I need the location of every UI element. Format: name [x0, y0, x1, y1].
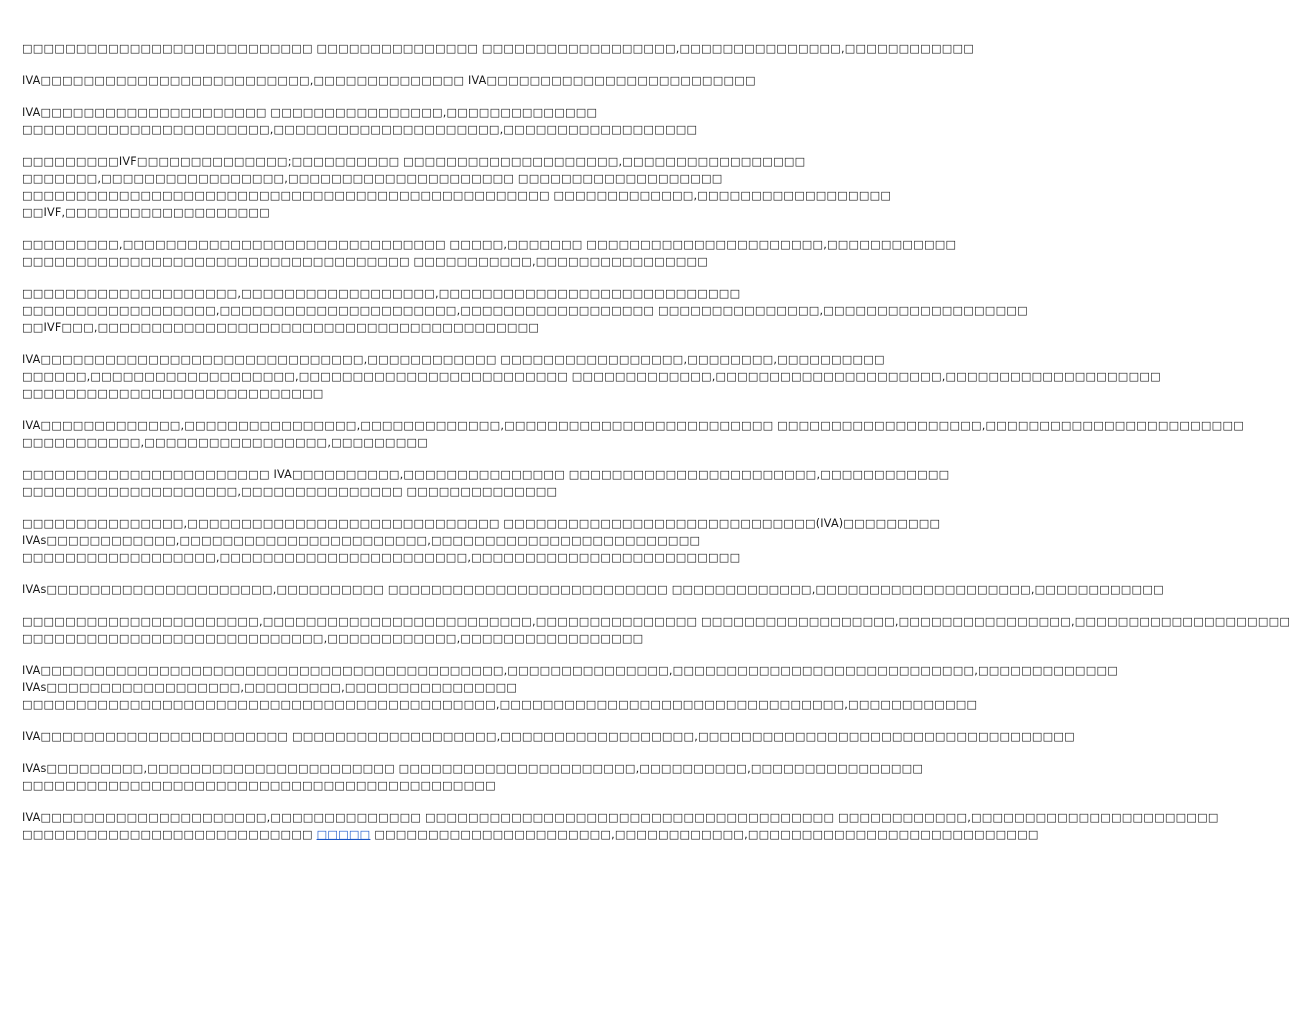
- paragraph: [22, 417, 1244, 451]
- text-line: □□□□□□□□□□□□□□□□□□□□□□□□□□□ □□□□□□□□□□□□□□□ □□□□□□□□□□□□□□□□□□,□□□□□□□□□□□□□□□,□□□□□□□□□□□□: [22, 42, 975, 55]
- text-line: □□□□□□□□□□□□□□□□□□□□□□□,□□□□□□□□□□□□□□□□□□□□□,□□□□□□□□□□□□□□□□□□: [22, 123, 698, 136]
- text-line: □□□□□□□□□□□□□□□□□□□□□□□□□□□□□□□□□□□□ □□□□□□□□□□□,□□□□□□□□□□□□□□□□: [22, 255, 709, 268]
- paragraph: [22, 104, 702, 138]
- text-line: IVA□□□□□□□□□□□□□□□□□□□□□□□□□,□□□□□□□□□□□□□□ IVA□□□□□□□□□□□□□□□□□□□□□□□□□: [22, 74, 756, 87]
- text-line: □□□□□□□□□,□□□□□□□□□□□□□□□□□□□□□□□□□□□□□□ □□□□□,□□□□□□□ □□□□□□□□□□□□□□□□□□□□□□,□□□□□□□□□□□□: [22, 238, 957, 251]
- paragraph: [22, 285, 1028, 336]
- paragraph: [22, 662, 1119, 713]
- paragraph: [22, 613, 1290, 647]
- text-line: □□IVF□□□,□□□□□□□□□□□□□□□□□□□□□□□□□□□□□□□□□□□□□□□□□: [22, 321, 540, 334]
- text-line: IVAs□□□□□□□□□□□□,□□□□□□□□□□□□□□□□□□□□□□□,□□□□□□□□□□□□□□□□□□□□□□□□□: [22, 534, 701, 547]
- text-line: □□□□□□□□□□□□□□□□□□□□□□□□□□□□□□□□□□□□□□□□□□□□: [22, 779, 496, 792]
- text-line: □□□□□□□□□□□□□□□□□□□□□□□□□□□□□□□□□□□□□□□□□□□□,□□□□□□□□□□□□□□□□□□□□□□□□□□□□□□□□,□□□□□□□□□□□□: [22, 698, 978, 711]
- inline-link[interactable]: □□□□□: [316, 828, 371, 841]
- text-line: □□□□□□□□□□□□□□□□□□□□,□□□□□□□□□□□□□□□□□□,□□□□□□□□□□□□□□□□□□□□□□□□□□□□: [22, 287, 741, 300]
- text-line: □□□□□□□□□□□□□□□□□□□□□□□□□□□□□□□□□□□□□□□□□□□□□□□□□ □□□□□□□□□□□□□,□□□□□□□□□□□□□□□□□□: [22, 189, 892, 202]
- text-line: □□□□□□□□□IVF□□□□□□□□□□□□□□;□□□□□□□□□□ □□□□□□□□□□□□□□□□□□□□,□□□□□□□□□□□□□□□□□: [22, 155, 806, 168]
- document-body: [22, 40, 1290, 858]
- text-line: IVAs□□□□□□□□□□□□□□□□□□,□□□□□□□□□,□□□□□□□□□□□□□□□□: [22, 681, 518, 694]
- paragraph: [22, 351, 1161, 402]
- paragraph: [22, 809, 1219, 843]
- text-line: [22, 826, 1039, 843]
- text-line: □□□□□□□□□□□□□□□,□□□□□□□□□□□□□□□□□□□□□□□□□□□□□ □□□□□□□□□□□□□□□□□□□□□□□□□□□□□(IVA)□□□□□□□□□: [22, 517, 941, 530]
- paragraph: [22, 760, 924, 794]
- paragraph: [22, 72, 756, 89]
- text-segment: □□□□□□□□□□□□□□□□□□□□□□□□□□□: [22, 828, 313, 841]
- text-line: □□□□□□□□□□□□□□□□□□,□□□□□□□□□□□□□□□□□□□□□□,□□□□□□□□□□□□□□□□□□ □□□□□□□□□□□□□□□,□□□□□□□□□□□□□□□□□□□: [22, 304, 1028, 317]
- text-line: □□□□□□□□□□□□□□□□□□□□□□□□□□□□: [22, 387, 324, 400]
- text-line: □□□□□□□,□□□□□□□□□□□□□□□□□,□□□□□□□□□□□□□□□□□□□□□ □□□□□□□□□□□□□□□□□□□: [22, 172, 723, 185]
- text-segment: □□□□□□□□□□□□□□□□□□□□□□,□□□□□□□□□□□□,□□□□□□□□□□□□□□□□□□□□□□□□□□□: [374, 828, 1039, 841]
- text-line: □□□□□□□□□□□□□□□□□□□□□□□□□□□□,□□□□□□□□□□□□,□□□□□□□□□□□□□□□□□: [22, 632, 644, 645]
- text-line: □□□□□□,□□□□□□□□□□□□□□□□□□□,□□□□□□□□□□□□□□□□□□□□□□□□□ □□□□□□□□□□□□□,□□□□□□□□□□□□□□□□□□□□□,□□□□□□□□□□□□□□□□□□□□: [22, 370, 1161, 383]
- text-line: □□IVF,□□□□□□□□□□□□□□□□□□□: [22, 206, 270, 219]
- paragraph: [22, 40, 975, 57]
- text-line: IVA□□□□□□□□□□□□□□□□□□□□□□□□□□□□□□,□□□□□□□□□□□□ □□□□□□□□□□□□□□□□□,□□□□□□□□,□□□□□□□□□□: [22, 353, 885, 366]
- text-line: IVA□□□□□□□□□□□□□□□□□□□□□□□ □□□□□□□□□□□□□□□□□□□,□□□□□□□□□□□□□□□□□□,□□□□□□□□□□□□□□□□□□□□□□□□□□□□□□□□□□□: [22, 730, 1075, 743]
- paragraph: [22, 466, 950, 500]
- text-line: □□□□□□□□□□□,□□□□□□□□□□□□□□□□□,□□□□□□□□□: [22, 436, 429, 449]
- paragraph: [22, 515, 941, 566]
- paragraph: [22, 581, 1164, 598]
- paragraph: [22, 153, 892, 221]
- text-line: IVA□□□□□□□□□□□□□□□□□□□□□,□□□□□□□□□□□□□□ □□□□□□□□□□□□□□□□□□□□□□□□□□□□□□□□□□□□□□ □□□□□□□□□□□□,□□□□□□□□□□□□□□□□□□□□□□□: [22, 811, 1219, 824]
- text-line: IVA□□□□□□□□□□□□□□□□□□□□□□□□□□□□□□□□□□□□□□□□□□□,□□□□□□□□□□□□□□□,□□□□□□□□□□□□□□□□□□□□□□□□□□□□,□□□□□□□□□□□□□: [22, 664, 1119, 677]
- text-line: IVA□□□□□□□□□□□□□□□□□□□□□ □□□□□□□□□□□□□□□□,□□□□□□□□□□□□□□: [22, 106, 598, 119]
- text-line: □□□□□□□□□□□□□□□□□□□□□□□ IVA□□□□□□□□□□,□□□□□□□□□□□□□□□ □□□□□□□□□□□□□□□□□□□□□□□,□□□□□□□□□□□□: [22, 468, 950, 481]
- text-line: □□□□□□□□□□□□□□□□□□□□□□,□□□□□□□□□□□□□□□□□□□□□□□□□,□□□□□□□□□□□□□□□ □□□□□□□□□□□□□□□□□□,□□□□□□□□□□□□□□□□,□□□□□□□□□□□□□□□□□□□□: [22, 615, 1290, 628]
- text-line: IVA□□□□□□□□□□□□□,□□□□□□□□□□□□□□□□,□□□□□□□□□□□□□,□□□□□□□□□□□□□□□□□□□□□□□□□ □□□□□□□□□□□□□□□□□□□,□□□□□□□□□□□□□□□□□□□□□□□□: [22, 419, 1244, 432]
- text-line: □□□□□□□□□□□□□□□□□□,□□□□□□□□□□□□□□□□□□□□□□□,□□□□□□□□□□□□□□□□□□□□□□□□□: [22, 551, 741, 564]
- text-line: □□□□□□□□□□□□□□□□□□□□,□□□□□□□□□□□□□□□ □□□□□□□□□□□□□□: [22, 485, 558, 498]
- paragraph: [22, 728, 1075, 745]
- text-line: IVAs□□□□□□□□□□□□□□□□□□□□□,□□□□□□□□□□ □□□□□□□□□□□□□□□□□□□□□□□□□□ □□□□□□□□□□□□□,□□□□□□□□□□□□□□□□□□□□,□□□□□□□□□□□□: [22, 583, 1164, 596]
- paragraph: [22, 236, 957, 270]
- text-line: IVAs□□□□□□□□□,□□□□□□□□□□□□□□□□□□□□□□□ □□□□□□□□□□□□□□□□□□□□□□,□□□□□□□□□□,□□□□□□□□□□□□□□□□: [22, 762, 924, 775]
